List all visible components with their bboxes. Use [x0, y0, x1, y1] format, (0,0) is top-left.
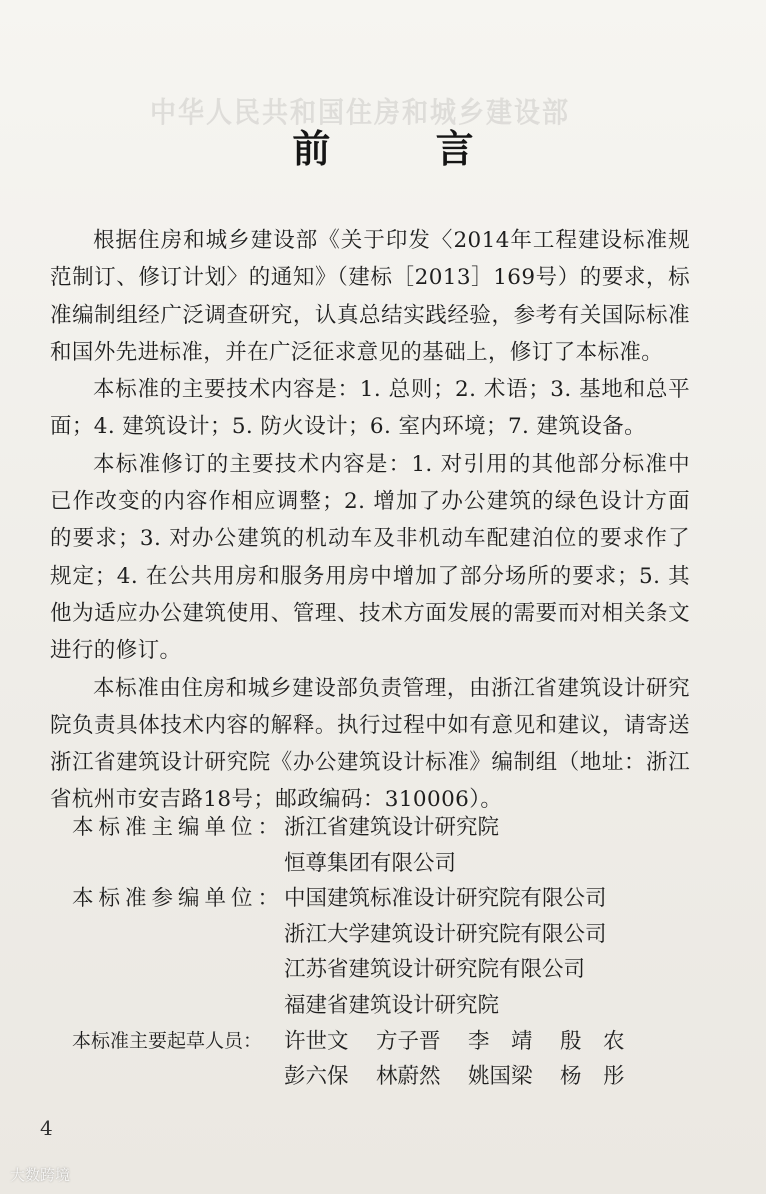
chief-unit-item: 恒尊集团有限公司 [284, 850, 457, 876]
watermark: 大数跨境 [10, 1166, 71, 1184]
bleed-through-text: 中华人民共和国住房和城乡建设部 [150, 96, 571, 130]
participating-unit-item: 浙江大学建筑设计研究院有限公司 [284, 921, 607, 947]
paragraph-2: 本标准的主要技术内容是：1. 总则；2. 术语；3. 基地和总平面；4. 建筑设计；5. 防火设计；6. 室内环境；7. 建筑设备。 [50, 377, 690, 440]
chief-units-label: 本标准主编单位： [72, 815, 285, 840]
paragraph-4: 本标准由住房和城乡建设部负责管理，由浙江省建筑设计研究院负责具体技术内容的解释。执行过程中如有意见和建议，请寄送浙江省建筑设计研究院《办公建筑设计标准》编制组（地址：浙江省杭州市安吉路18号；邮政编码：310006）。 [50, 675, 690, 813]
drafters-line [284, 1024, 712, 1060]
page-number: 4 [40, 1116, 53, 1140]
participating-unit-item: 江苏省建筑设计研究院有限公司 [284, 957, 586, 983]
drafter-name: 林蔚然 [376, 1064, 441, 1090]
drafters-line [284, 1059, 712, 1095]
drafters-list [284, 1024, 712, 1095]
chief-unit-item: 浙江省建筑设计研究院 [284, 815, 500, 840]
drafter-name: 许世文 [284, 1028, 349, 1054]
chief-units-row [72, 810, 712, 881]
drafter-name: 杨 彤 [560, 1064, 625, 1090]
drafter-name: 方子晋 [376, 1028, 441, 1054]
drafters-row [72, 1024, 712, 1095]
drafter-name: 姚国梁 [468, 1064, 533, 1090]
participating-unit-item: 中国建筑标准设计研究院有限公司 [284, 886, 607, 912]
preface-body [50, 222, 690, 819]
page-title: 前 言 [292, 127, 520, 171]
drafters-label: 本标准主要起草人员： [72, 1029, 263, 1052]
participating-unit-item: 福建省建筑设计研究院 [284, 992, 500, 1018]
participating-units-list [284, 881, 712, 1023]
chief-units-list [284, 810, 712, 881]
credits-block [72, 810, 712, 1095]
paragraph-1: 根据住房和城乡建设部《关于印发〈2014年工程建设标准规范制订、修订计划〉的通知》（建标［2013］169号）的要求，标准编制组经广泛调查研究，认真总结实践经验，参考有关国际标准和国外先进标准，并在广泛征求意见的基础上，修订了本标准。 [50, 228, 690, 365]
participating-units-row [72, 881, 712, 1023]
paragraph-3: 本标准修订的主要技术内容是：1. 对引用的其他部分标准中已作改变的内容作相应调整；2. 增加了办公建筑的绿色设计方面的要求；3. 对办公建筑的机动车及非机动车配建泊位的要求作了规定；4. 在公共用房和服务用房中增加了部分场所的要求；5. 其他为适应办公建筑使用、管理、技术方面发展的需要而对相关条文进行的修订。 [50, 451, 690, 664]
drafter-name: 彭六保 [284, 1064, 349, 1090]
drafter-name: 殷 农 [560, 1028, 625, 1054]
drafter-name: 李 靖 [468, 1028, 533, 1054]
participating-units-label: 本标准参编单位： [72, 886, 285, 912]
